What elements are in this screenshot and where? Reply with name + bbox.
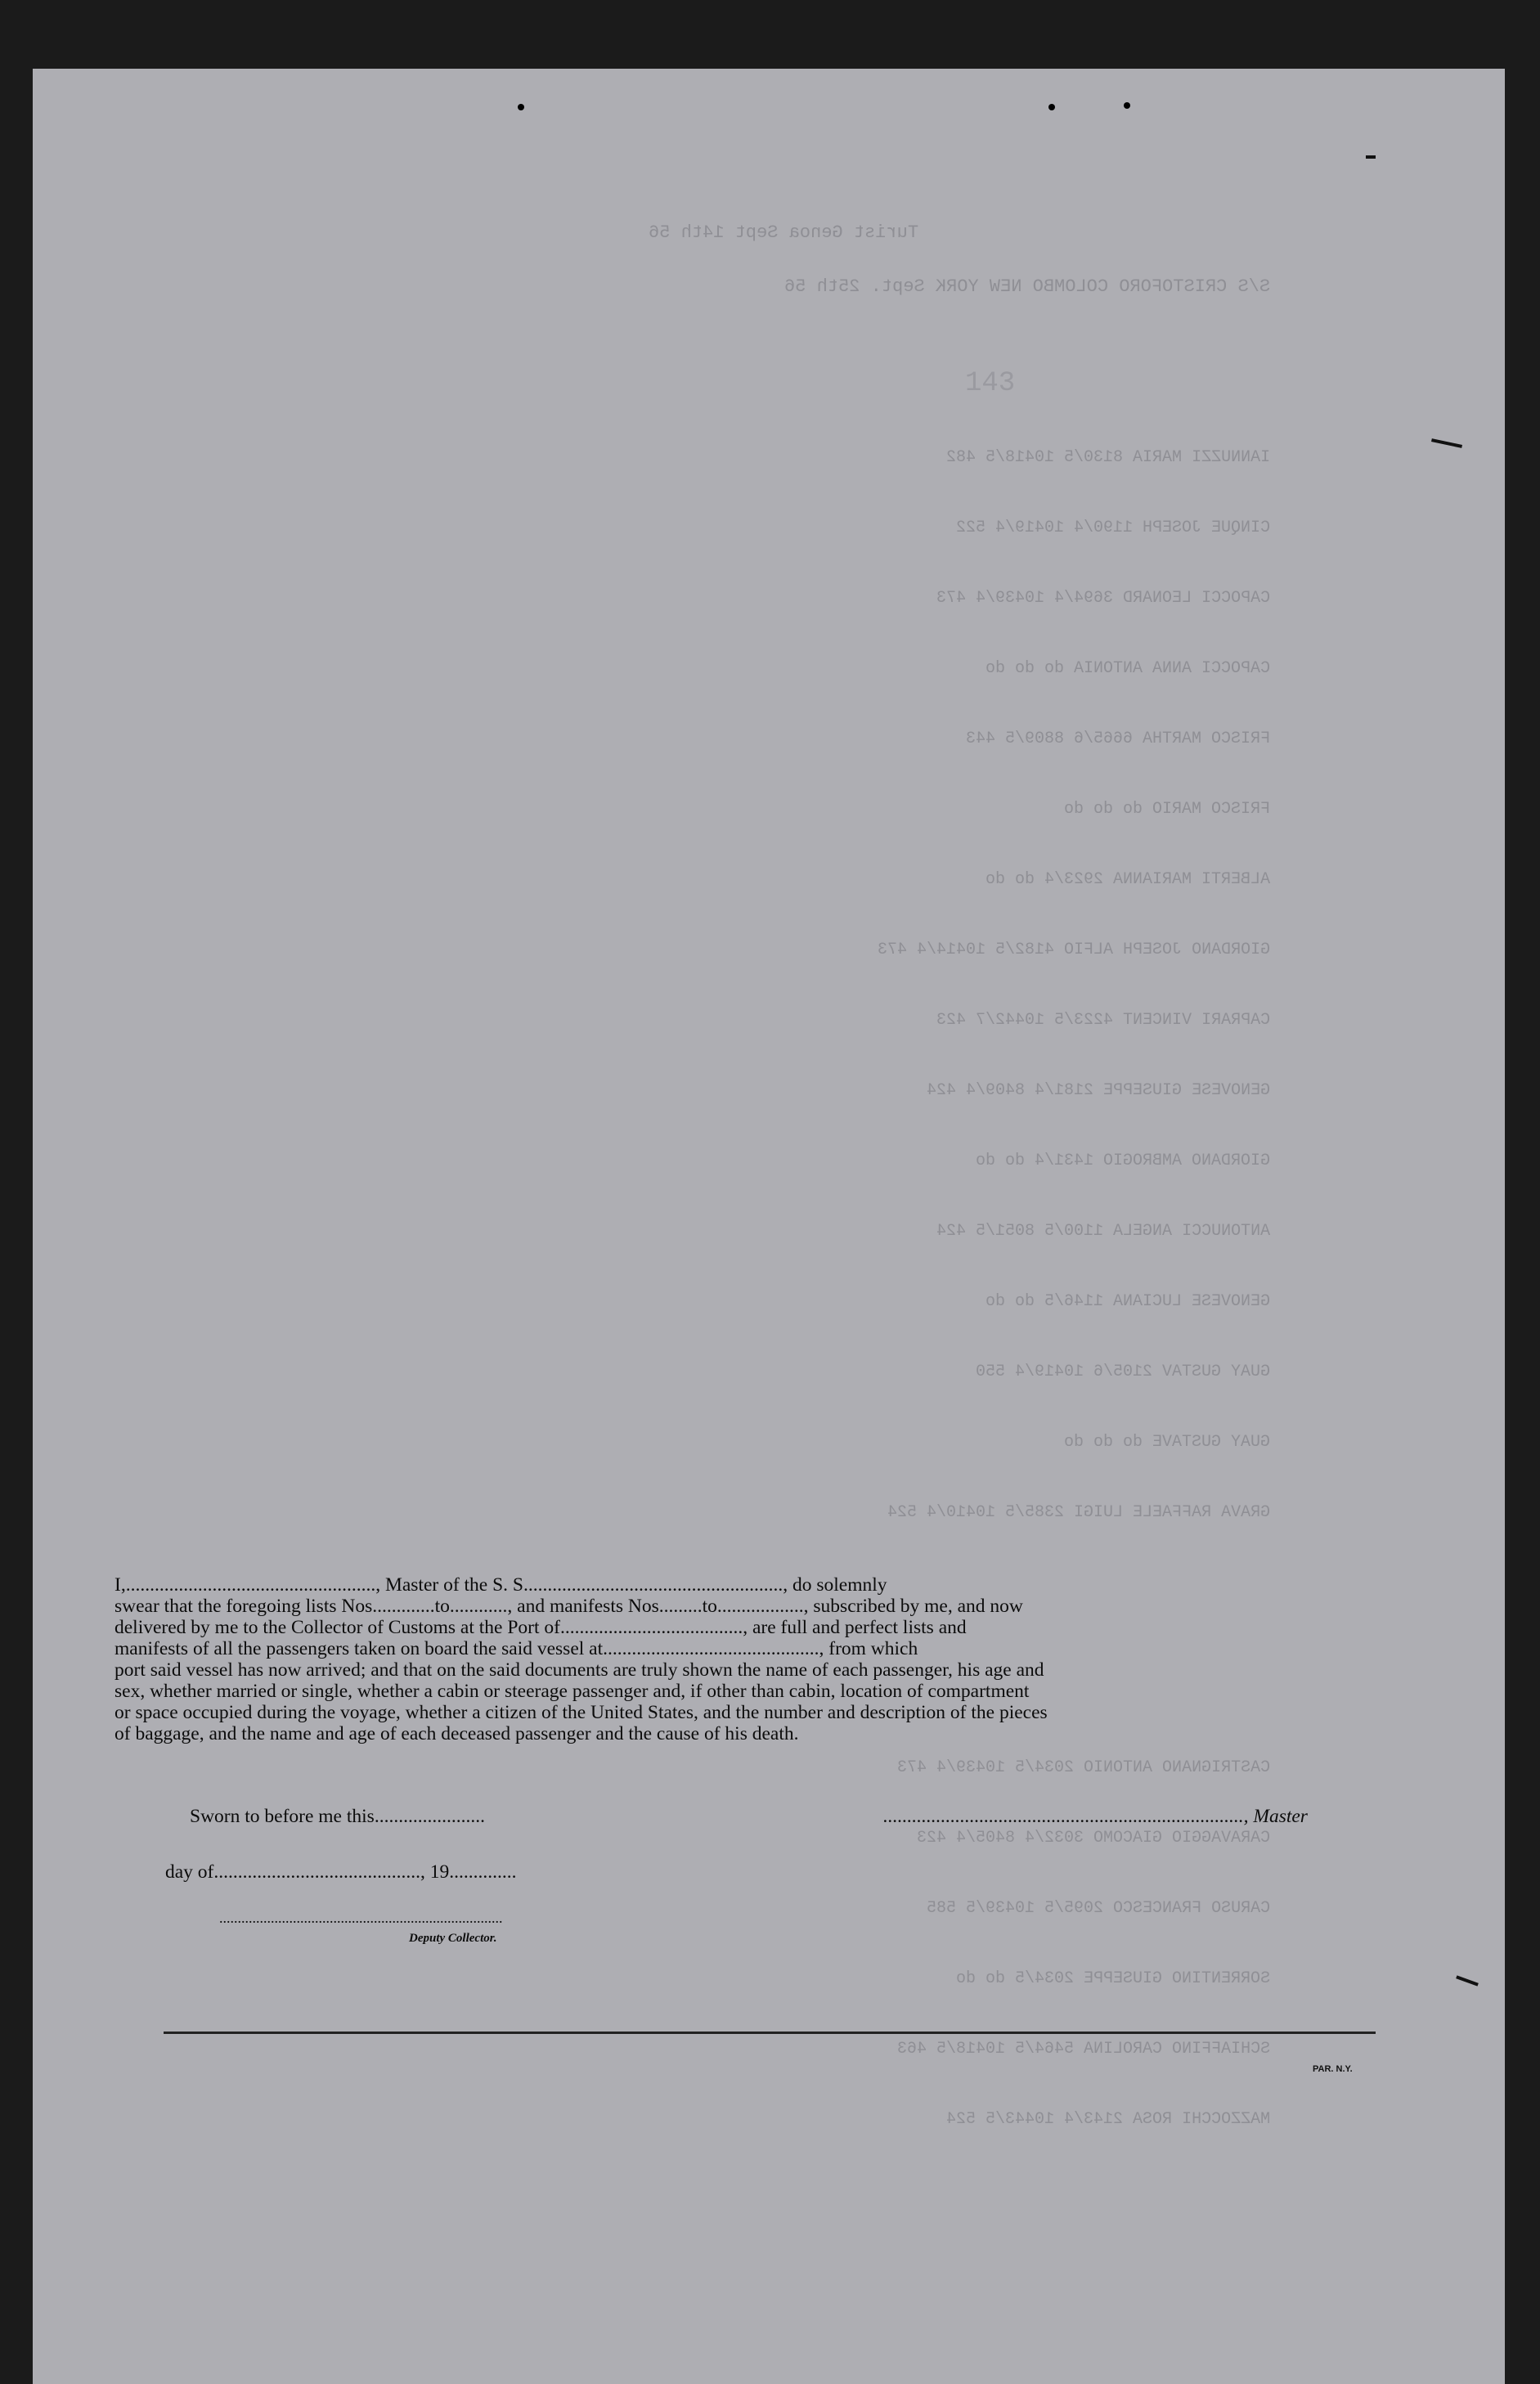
scan-mark bbox=[1366, 155, 1376, 159]
oath-line: swear that the foregoing lists Nos.............to............, and manifests Nos.........to.................., subscribed by me, and now bbox=[114, 1596, 1023, 1617]
manifest-page bbox=[33, 69, 1505, 2384]
deputy-signature-line: ............................................................................. bbox=[219, 1910, 503, 1926]
bleed-line: GUAY GUSTAVE do do do bbox=[1063, 1433, 1270, 1452]
oath-line: sex, whether married or single, whether a cabin or steerage passenger and, if other than cabin, location of compartment bbox=[114, 1681, 1030, 1702]
bleed-line: ANTONUCCI ANGELA 1100/5 8051/5 424 bbox=[936, 1222, 1270, 1241]
bleed-line: CARAVAGGIO GIACOMO 3032/4 8405/4 423 bbox=[916, 1829, 1270, 1847]
bleed-line: S/S CRISTOFORO COLOMBO NEW YORK Sept. 25th 56 bbox=[783, 276, 1270, 297]
bleed-line: GIORDANO JOSEPH ALFIO 4182/5 10414/4 473 bbox=[877, 941, 1270, 959]
bleed-line: SCHIAFFINO CAROLINA 5464/5 10418/5 463 bbox=[896, 2040, 1270, 2059]
oath-line: port said vessel has now arrived; and that on the said documents are truly shown the name of each passenger, his age and bbox=[114, 1659, 1044, 1681]
bleed-line: GIORDANO AMBROGIO 1431/4 do do bbox=[975, 1152, 1270, 1170]
bleed-line: GRAVA RAFFAELE LUIGI 2385/5 10410/4 524 bbox=[887, 1503, 1270, 1522]
oath-line: of baggage, and the name and age of each deceased passenger and the cause of his death. bbox=[114, 1723, 799, 1744]
day-of-line: day of..........................................., 19.............. bbox=[165, 1861, 517, 1883]
bleed-line: CINQUE JOSEPH 1190/4 10419/4 522 bbox=[955, 519, 1270, 537]
printer-mark: PAR. N.Y. bbox=[1313, 2064, 1353, 2074]
oath-line: I,...................................................., Master of the S. S......................................................, do solemnly bbox=[114, 1574, 887, 1596]
bleed-line: CAPOCCI LEONARD 3694/4 10439/4 473 bbox=[936, 589, 1270, 608]
punch-dot bbox=[518, 104, 524, 110]
bleed-line: CAPOCCI ANNA ANTONIA do do do bbox=[985, 659, 1270, 678]
form-divider bbox=[164, 2032, 1376, 2034]
deputy-collector-label: Deputy Collector. bbox=[409, 1932, 497, 1945]
bleed-line: SORRENTINO GIUSEPPE 2034/5 do do bbox=[955, 1969, 1270, 1988]
bleed-line: GENOVESE GIUSEPPE 2181/4 8409/4 424 bbox=[926, 1081, 1270, 1100]
sworn-to-line: Sworn to before me this....................... bbox=[190, 1806, 485, 1827]
bleed-line: FRISCO MARTHA 6665/6 8809/5 443 bbox=[965, 730, 1270, 748]
bleed-line: IANNUZZI MARIA 8130/5 10418/5 482 bbox=[945, 448, 1270, 467]
bleed-line: ALBERTI MARIANNA 2923/4 do do bbox=[985, 870, 1270, 889]
master-oath-statement bbox=[114, 1574, 1382, 1744]
bleed-line: CASTRIGNANO ANTONIO 2034/5 10439/4 473 bbox=[896, 1758, 1270, 1777]
bleed-line: GUAY GUSTAV 2105/6 10419/4 550 bbox=[975, 1363, 1270, 1381]
bleed-line: MAZZOCCHI ROSA 2143/4 10443/5 524 bbox=[945, 2110, 1270, 2129]
bleed-line: Turist Genoa Sept 14th 56 bbox=[648, 222, 918, 243]
bleed-line: FRISCO MARIO do do do bbox=[1063, 800, 1270, 819]
punch-dot bbox=[1124, 102, 1130, 109]
oath-line: manifests of all the passengers taken on board the said vessel at............................................., from which bbox=[114, 1638, 918, 1659]
bleed-line: CARUSO FRANCESCO 2095/5 10439/5 585 bbox=[926, 1899, 1270, 1918]
bleed-line: CAPRARI VINCENT 4223/5 10442/7 423 bbox=[936, 1011, 1270, 1030]
master-signature-line: ..........................................................................., Master bbox=[883, 1806, 1308, 1827]
punch-dot bbox=[1048, 104, 1055, 110]
oath-line: or space occupied during the voyage, whether a citizen of the United States, and the number and description of the pieces bbox=[114, 1702, 1048, 1723]
oath-line: delivered by me to the Collector of Customs at the Port of......................................, are full and perfect lists and bbox=[114, 1617, 967, 1638]
bleed-line: GENOVESE LUCIANA 1146/5 do do bbox=[985, 1292, 1270, 1311]
faded-page-number: 143 bbox=[965, 368, 1016, 399]
